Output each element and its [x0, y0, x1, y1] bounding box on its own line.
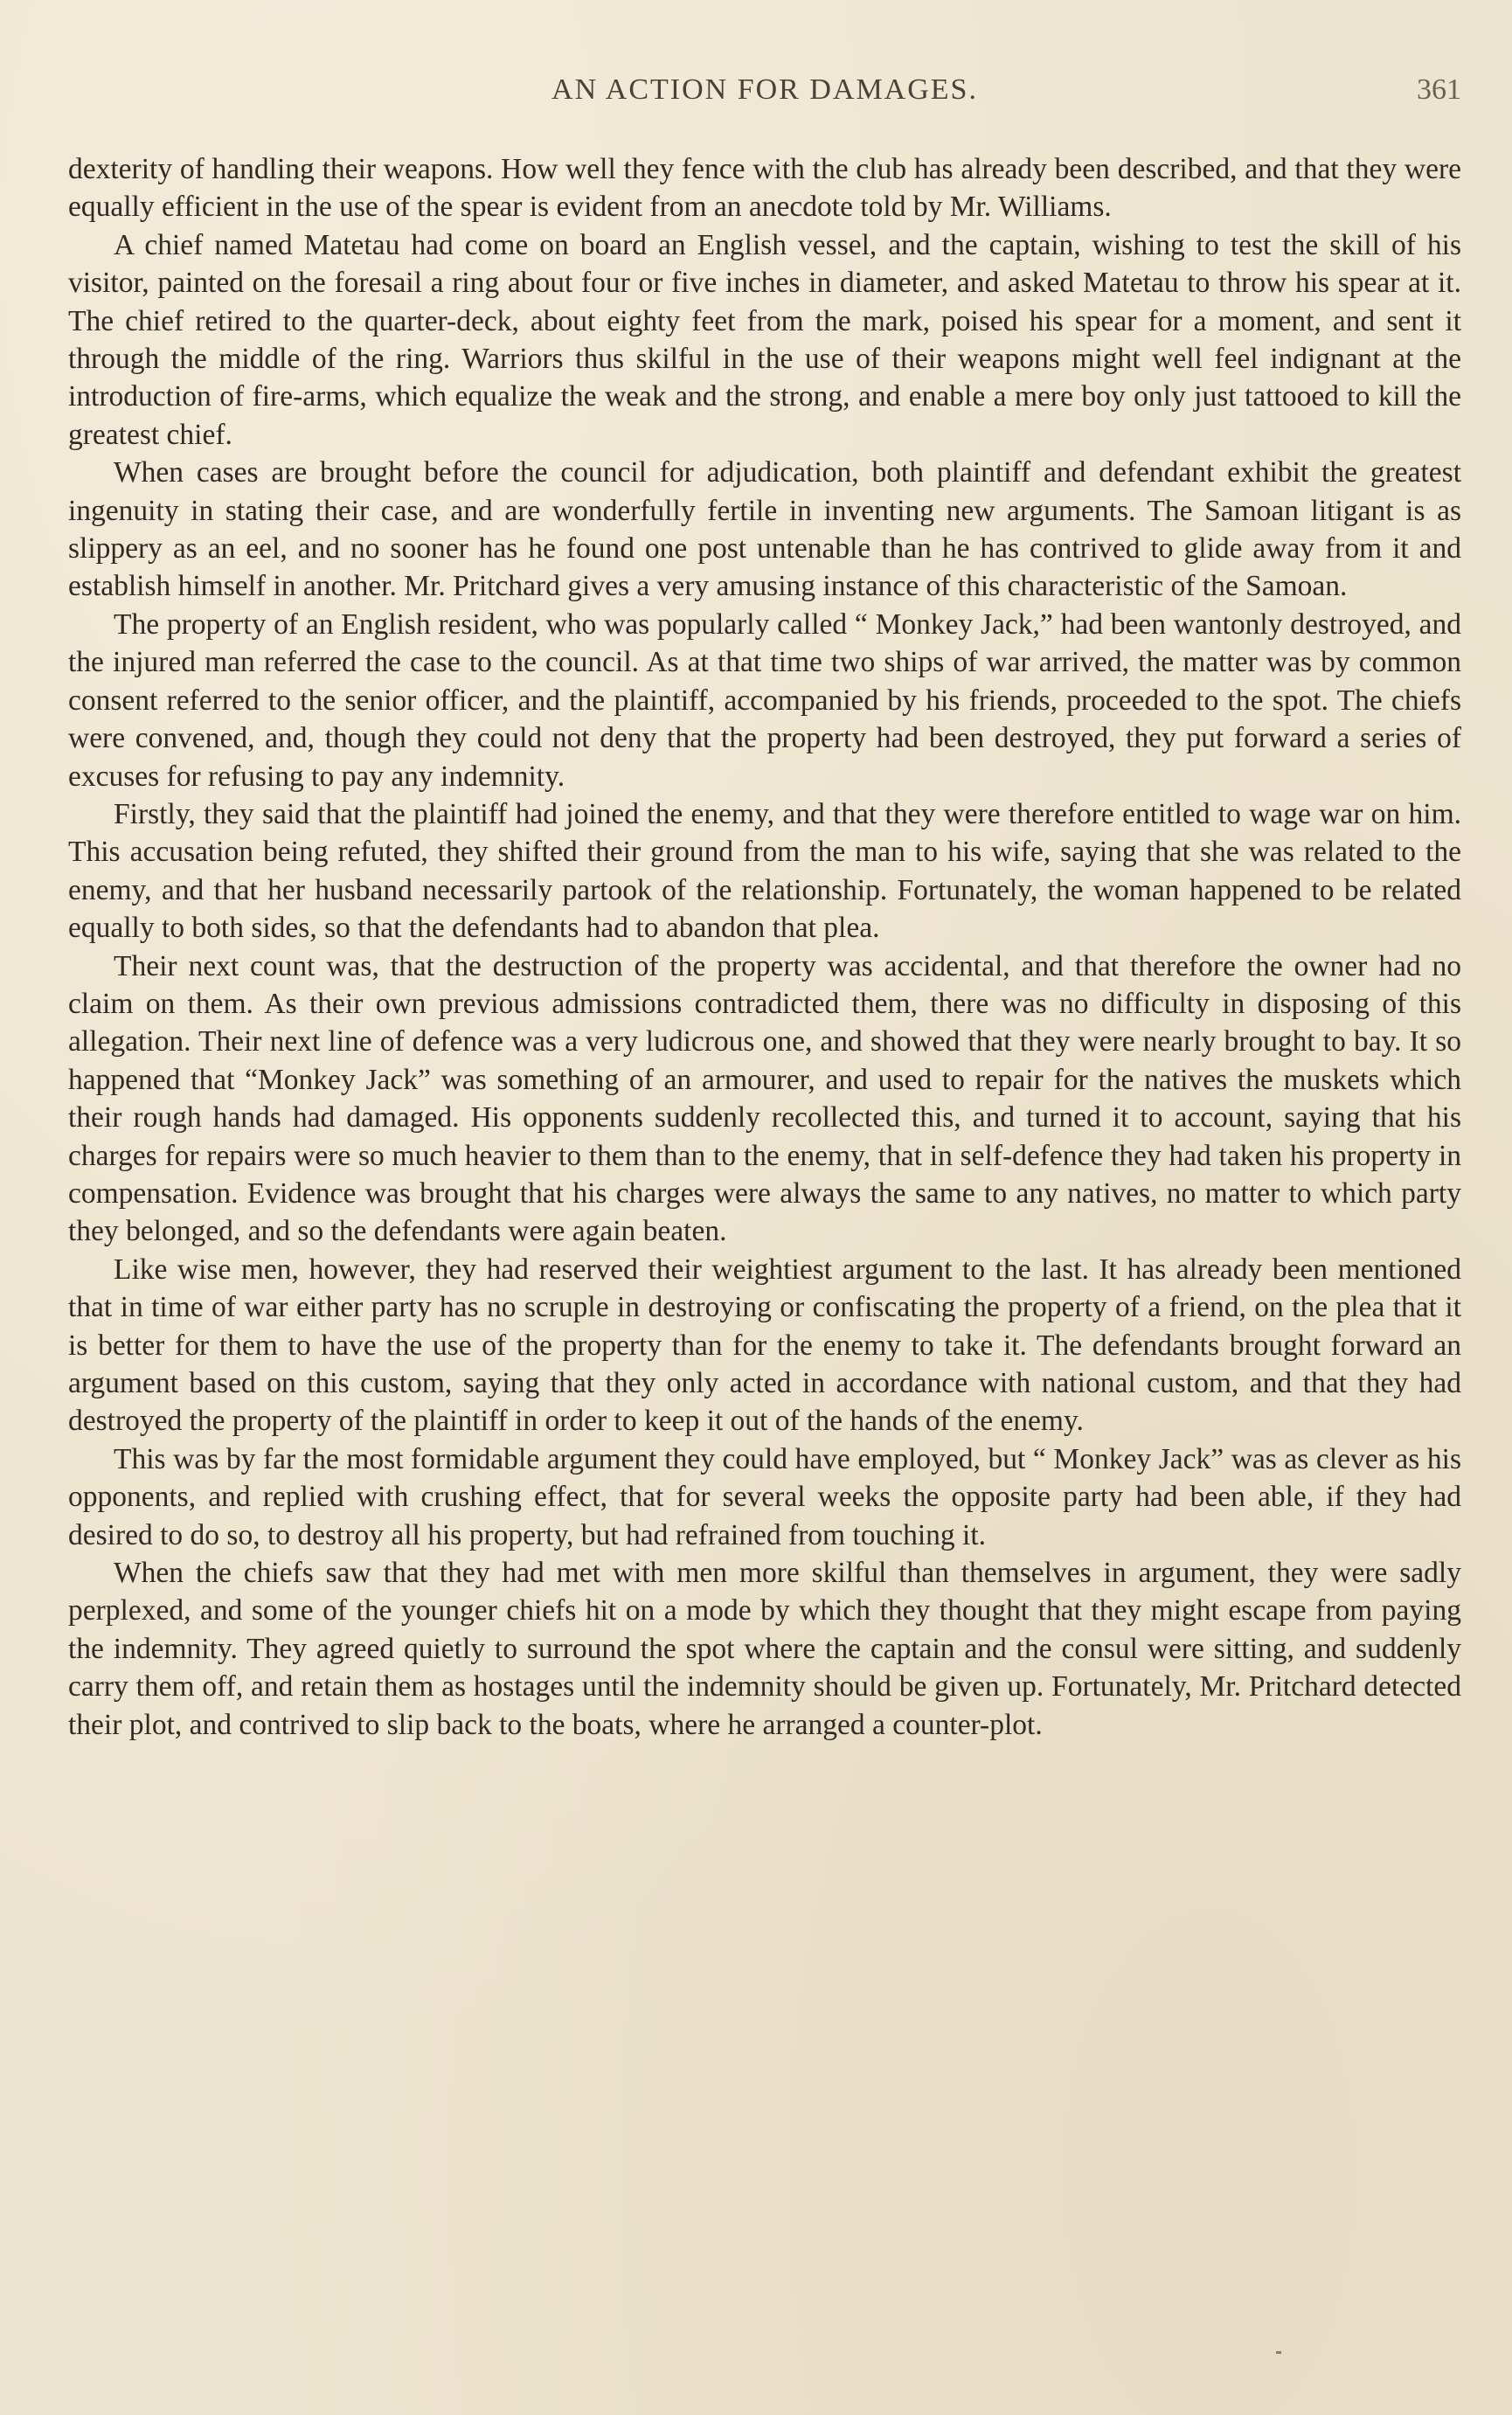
paragraph: Like wise men, however, they had reserved their weightiest argument to the last. It has already been mentioned that in time of war either party has no scruple in destroying or confiscating the property of a friend, on the plea that it is better for them to have the use of the property than for the enemy to take it. The defendants brought forward an argument based on this custom, saying that they only acted in accordance with national custom, and that they had destroyed the property of the plaintiff in order to keep it out of the hands of the enemy. [68, 1253, 1461, 1438]
body-text [68, 150, 1461, 1744]
paragraph: The property of an English resident, who was popularly called “ Monkey Jack,” had been wantonly destroyed, and the injured man referred the case to the council. As at that time two ships of war arrived, the matter was by common consent referred to the senior officer, and the plaintiff, accompanied by his friends, proceeded to the spot. The chiefs were convened, and, though they could not deny that the property had been destroyed, they put forward a series of excuses for refusing to pay any indemnity. [68, 607, 1461, 793]
paragraph: When the chiefs saw that they had met with men more skilful than themselves in argument, they were sadly perplexed, and some of the younger chiefs hit on a mode by which they thought that they might escape from paying the indemnity. They agreed quietly to surround the spot where the captain and the consul were sitting, and suddenly carry them off, and retain them as hostages until the indemnity should be given up. Fortunately, Mr. Pritchard detected their plot, and contrived to slip back to the boats, where he arranged a counter-plot. [68, 1557, 1461, 1741]
print-speck [1276, 2351, 1281, 2354]
paragraph: A chief named Matetau had come on board an English vessel, and the captain, wishing to test the skill of his visitor, painted on the foresail a ring about four or five inches in diameter, and asked Matetau to throw his spear at it. The chief retired to the quarter-deck, about eighty feet from the mark, poised his spear for a moment, and sent it through the middle of the ring. Warriors thus skilful in the use of their weapons might well feel indignant at the introduction of fire-arms, which equalize the weak and the strong, and enable a mere boy only just tattooed to kill the greatest chief. [68, 228, 1461, 451]
paragraph: Firstly, they said that the plaintiff had joined the enemy, and that they were therefore entitled to wage war on him. This accusation being refuted, they shifted their ground from the man to his wife, saying that she was related to the enemy, and that her husband necessarily partook of the relationship. Fortunately, the woman happened to be related equally to both sides, so that the defendants had to abandon that plea. [68, 797, 1461, 945]
paragraph: Their next count was, that the destruction of the property was accidental, and that therefore the owner had no claim on them. As their own previous admissions contradicted them, there was no difficulty in disposing of this allegation. Their next line of defence was a very ludicrous one, and showed that they were nearly brought to bay. It so happened that “Monkey Jack” was something of an armourer, and used to repair for the natives the muskets which their rough hands had damaged. His opponents suddenly recollected this, and turned it to account, saying that his charges for repairs were so much heavier to them than to the enemy, that in self-defence they had taken his property in compensation. Evidence was brought that his charges were always the same to any natives, no matter to which party they belonged, and so the defendants were again beaten. [68, 949, 1461, 1248]
running-title: AN ACTION FOR DAMAGES. [551, 73, 978, 106]
page-number: 361 [1417, 73, 1461, 106]
paragraph: When cases are brought before the council for adjudication, both plaintiff and defendant exhibit the greatest ingenuity in stating their case, and are wonderfully fertile in inventing new arguments. The Samoan litigant is as slippery as an eel, and no sooner has he found one post untenable than he has contrived to glide away from it and establish himself in another. Mr. Pritchard gives a very amusing instance of this characteristic of the Samoan. [68, 456, 1461, 603]
paragraph: dexterity of handling their weapons. How well they fence with the club has already been described, and that they were equally efficient in the use of the spear is evident from an anecdote told by Mr. Williams. [68, 153, 1461, 224]
paragraph: This was by far the most formidable argument they could have employed, but “ Monkey Jack” was as clever as his opponents, and replied with crushing effect, that for several weeks the opposite party had been able, if they had desired to do so, to destroy all his property, but had refrained from touching it. [68, 1442, 1461, 1551]
page-header [68, 73, 1461, 117]
